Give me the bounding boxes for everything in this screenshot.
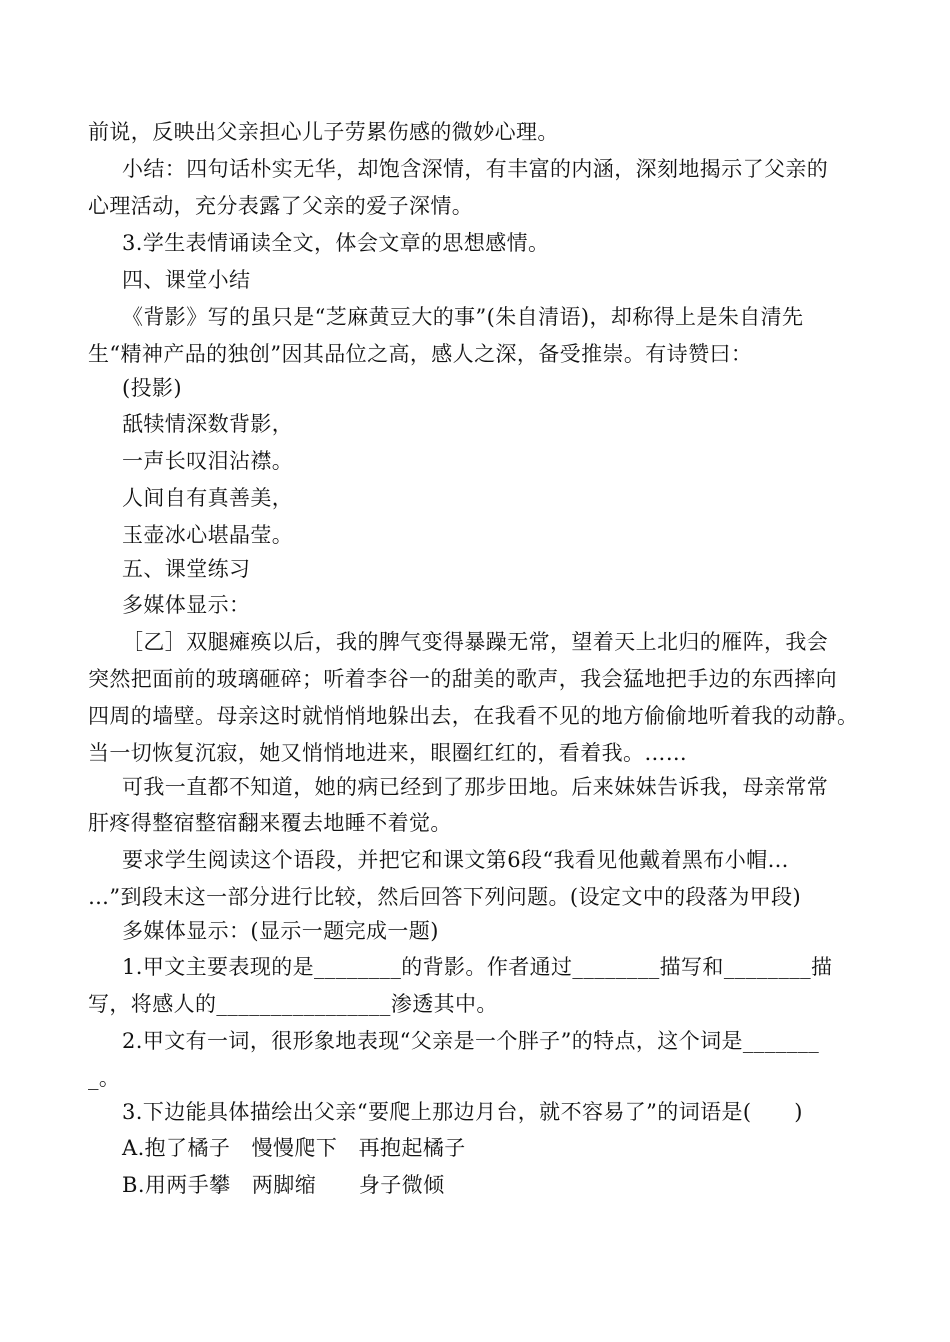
text-line: 四周的墙壁。母亲这时就悄悄地躲出去，在我看不见的地方偷偷地听着我的动静。	[88, 704, 859, 728]
poem-line: 人间自有真善美，	[122, 486, 294, 510]
text-line: 生“精神产品的独创”因其品位之高，感人之深，备受推崇。有诗赞曰：	[88, 342, 753, 366]
text-line: 多媒体显示：(显示一题完成一题)	[122, 919, 439, 943]
poem-line: 玉壶冰心堪晶莹。	[122, 523, 294, 547]
poem-line: 一声长叹泪沾襟。	[122, 449, 294, 473]
question-line: 写，将感人的________________渗透其中。	[88, 992, 498, 1016]
section-heading: 四、课堂小结	[122, 268, 251, 292]
text-line: 突然把面前的玻璃砸碎；听着李谷一的甜美的歌声，我会猛地把手边的东西摔向	[88, 667, 837, 691]
text-line: …”到段末这一部分进行比较，然后回答下列问题。(设定文中的段落为甲段)	[88, 885, 802, 909]
text-line: 肝疼得整宿整宿翻来覆去地睡不着觉。	[88, 811, 452, 835]
text-line: 多媒体显示：	[122, 593, 251, 617]
text-line: 前说，反映出父亲担心儿子劳累伤感的微妙心理。	[88, 120, 559, 144]
text-line: (投影)	[122, 376, 182, 400]
poem-line: 舐犊情深数背影，	[122, 412, 294, 436]
text-line: 要求学生阅读这个语段，并把它和课文第6段“我看见他戴着黑布小帽…	[122, 848, 789, 872]
question-line: _。	[88, 1066, 121, 1090]
question-line: 3.下边能具体描绘出父亲“要爬上那边月台，就不容易了”的词语是( )	[122, 1100, 803, 1124]
question-line: 1.甲文主要表现的是________的背影。作者通过________描写和________描	[122, 955, 833, 979]
text-line: 3.学生表情诵读全文，体会文章的思想感情。	[122, 231, 550, 255]
option-line: A.抱了橘子 慢慢爬下 再抱起橘子	[122, 1136, 466, 1160]
text-line: 可我一直都不知道，她的病已经到了那步田地。后来妹妹告诉我，母亲常常	[122, 775, 829, 799]
text-line: 《背影》写的虽只是“芝麻黄豆大的事”(朱自清语)，却称得上是朱自清先	[122, 305, 804, 329]
text-line: ［乙］双腿瘫痪以后，我的脾气变得暴躁无常，望着天上北归的雁阵，我会	[122, 630, 829, 654]
text-line: 小结：四句话朴实无华，却饱含深情，有丰富的内涵，深刻地揭示了父亲的	[122, 157, 829, 181]
option-line: B.用两手攀 两脚缩 身子微倾	[122, 1173, 445, 1197]
section-heading: 五、课堂练习	[122, 557, 251, 581]
question-line: 2.甲文有一词，很形象地表现“父亲是一个胖子”的特点，这个词是_______	[122, 1029, 820, 1053]
text-line: 当一切恢复沉寂，她又悄悄地进来，眼圈红红的，看着我。……	[88, 741, 688, 765]
text-line: 心理活动，充分表露了父亲的爱子深情。	[88, 194, 474, 218]
